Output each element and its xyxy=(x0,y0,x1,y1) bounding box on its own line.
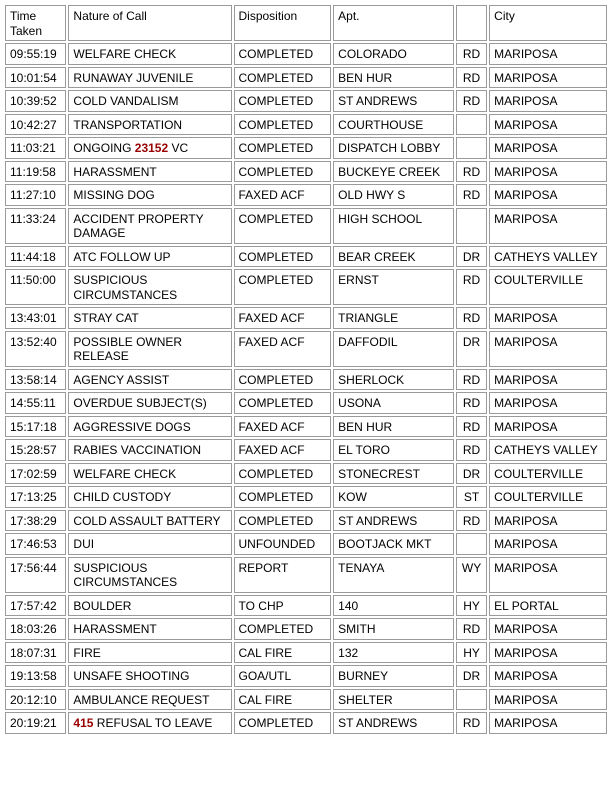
apt-cell: SHERLOCK xyxy=(333,369,454,391)
nature-of-call-cell xyxy=(68,595,231,617)
call-nature: MISSING DOG xyxy=(73,188,155,202)
table-row xyxy=(5,269,607,305)
apt-cell: BOOTJACK MKT xyxy=(333,533,454,555)
disposition-cell: COMPLETED xyxy=(234,618,332,640)
table-row xyxy=(5,114,607,136)
street-type-cell: RD xyxy=(456,90,487,112)
table-row xyxy=(5,463,607,485)
disposition-cell: COMPLETED xyxy=(234,269,332,305)
call-nature: COLD ASSAULT BATTERY xyxy=(73,513,221,528)
street-type-cell: DR xyxy=(456,246,487,268)
nature-of-call-cell xyxy=(68,533,231,555)
time-taken-cell: 17:02:59 xyxy=(5,463,66,485)
nature-of-call-cell xyxy=(68,416,231,438)
disposition-cell: FAXED ACF xyxy=(234,439,332,461)
call-nature: COLD VANDALISM xyxy=(73,94,179,108)
street-type-cell xyxy=(456,137,487,159)
call-nature: HARASSMENT xyxy=(73,622,157,636)
street-type-cell: RD xyxy=(456,67,487,89)
time-taken-cell: 11:03:21 xyxy=(5,137,66,159)
table-row xyxy=(5,486,607,508)
disposition-cell: COMPLETED xyxy=(234,43,332,65)
apt-cell: ST ANDREWS xyxy=(333,712,454,734)
street-type-cell xyxy=(456,208,487,244)
city-cell: MARIPOSA xyxy=(489,90,607,112)
street-type-cell: RD xyxy=(456,269,487,305)
apt-cell: KOW xyxy=(333,486,454,508)
apt-cell: ST ANDREWS xyxy=(333,510,454,532)
table-row xyxy=(5,161,607,183)
city-cell: MARIPOSA xyxy=(489,533,607,555)
time-taken-cell: 10:01:54 xyxy=(5,67,66,89)
street-type-cell xyxy=(456,689,487,711)
city-cell: MARIPOSA xyxy=(489,510,607,532)
call-nature: ACCIDENT PROPERTY DAMAGE xyxy=(73,211,204,240)
table-row xyxy=(5,208,607,244)
table-row xyxy=(5,369,607,391)
time-taken-cell: 09:55:19 xyxy=(5,43,66,65)
nature-of-call-cell xyxy=(68,689,231,711)
city-cell: MARIPOSA xyxy=(489,689,607,711)
table-row xyxy=(5,642,607,664)
time-taken-cell: 18:07:31 xyxy=(5,642,66,664)
disposition-cell: COMPLETED xyxy=(234,712,332,734)
time-taken-header: Time Taken xyxy=(5,5,66,41)
nature-of-call-cell xyxy=(68,90,231,112)
disposition-header: Disposition xyxy=(234,5,332,41)
nature-of-call-cell xyxy=(68,369,231,391)
city-cell: MARIPOSA xyxy=(489,642,607,664)
apt-cell: BEN HUR xyxy=(333,67,454,89)
disposition-cell: CAL FIRE xyxy=(234,642,332,664)
disposition-cell: COMPLETED xyxy=(234,114,332,136)
header-row xyxy=(5,5,607,41)
call-nature: CHILD CUSTODY xyxy=(73,490,172,504)
nature-of-call-cell xyxy=(68,43,231,65)
nature-of-call-cell xyxy=(68,269,231,305)
table-row xyxy=(5,533,607,555)
apt-cell: BEN HUR xyxy=(333,416,454,438)
call-nature: OVERDUE SUBJECT(S) xyxy=(73,396,207,410)
nature-of-call-cell xyxy=(68,161,231,183)
street-type-cell: RD xyxy=(456,712,487,734)
time-taken-cell: 17:56:44 xyxy=(5,557,66,593)
city-cell: EL PORTAL xyxy=(489,595,607,617)
apt-cell: TENAYA xyxy=(333,557,454,593)
call-nature: REFUSAL TO LEAVE xyxy=(96,716,213,730)
disposition-cell: CAL FIRE xyxy=(234,689,332,711)
time-taken-cell: 13:43:01 xyxy=(5,307,66,329)
disposition-cell: COMPLETED xyxy=(234,510,332,532)
call-nature: TRANSPORTATION xyxy=(73,117,183,132)
city-cell: MARIPOSA xyxy=(489,392,607,414)
disposition-cell: COMPLETED xyxy=(234,369,332,391)
time-taken-cell: 18:03:26 xyxy=(5,618,66,640)
call-nature: WELFARE CHECK xyxy=(73,47,177,61)
disposition-cell: COMPLETED xyxy=(234,246,332,268)
table-row xyxy=(5,439,607,461)
time-taken-cell: 17:46:53 xyxy=(5,533,66,555)
apt-header: Apt. xyxy=(333,5,454,41)
table-row xyxy=(5,43,607,65)
time-taken-cell: 20:19:21 xyxy=(5,712,66,734)
call-nature: BOULDER xyxy=(73,598,132,613)
disposition-cell: FAXED ACF xyxy=(234,331,332,367)
time-taken-cell: 17:57:42 xyxy=(5,595,66,617)
time-taken-cell: 20:12:10 xyxy=(5,689,66,711)
apt-cell: SMITH xyxy=(333,618,454,640)
table-row xyxy=(5,307,607,329)
nature-of-call-cell xyxy=(68,331,231,367)
nature-of-call-header: Nature of Call xyxy=(68,5,231,41)
call-nature: DUI xyxy=(73,537,95,551)
call-nature: ONGOING xyxy=(73,141,132,155)
call-nature: POSSIBLE OWNER RELEASE xyxy=(73,334,183,363)
disposition-cell: COMPLETED xyxy=(234,90,332,112)
city-cell: MARIPOSA xyxy=(489,307,607,329)
nature-of-call-cell xyxy=(68,463,231,485)
city-cell: MARIPOSA xyxy=(489,161,607,183)
table-row xyxy=(5,90,607,112)
nature-of-call-cell xyxy=(68,439,231,461)
table-row xyxy=(5,689,607,711)
street-type-cell: RD xyxy=(456,161,487,183)
nature-of-call-cell xyxy=(68,208,231,244)
street-type-cell: RD xyxy=(456,510,487,532)
apt-cell: COURTHOUSE xyxy=(333,114,454,136)
time-taken-cell: 13:52:40 xyxy=(5,331,66,367)
city-cell: MARIPOSA xyxy=(489,416,607,438)
time-taken-cell: 11:33:24 xyxy=(5,208,66,244)
table-row xyxy=(5,595,607,617)
table-row xyxy=(5,392,607,414)
time-taken-cell: 11:44:18 xyxy=(5,246,66,268)
apt-cell: SHELTER xyxy=(333,689,454,711)
street-type-cell: RD xyxy=(456,392,487,414)
city-cell: MARIPOSA xyxy=(489,618,607,640)
apt-cell: BUCKEYE CREEK xyxy=(333,161,454,183)
disposition-cell: GOA/UTL xyxy=(234,665,332,687)
table-row xyxy=(5,137,607,159)
call-nature: STRAY CAT xyxy=(73,311,139,325)
time-taken-cell: 14:55:11 xyxy=(5,392,66,414)
city-cell: MARIPOSA xyxy=(489,67,607,89)
call-nature: AGGRESSIVE DOGS xyxy=(73,419,191,434)
city-cell: MARIPOSA xyxy=(489,712,607,734)
disposition-cell: FAXED ACF xyxy=(234,184,332,206)
disposition-cell: REPORT xyxy=(234,557,332,593)
city-cell: MARIPOSA xyxy=(489,369,607,391)
call-nature-suffix: VC xyxy=(171,141,189,155)
apt-cell: ST ANDREWS xyxy=(333,90,454,112)
time-taken-cell: 11:19:58 xyxy=(5,161,66,183)
street-type-cell: ST xyxy=(456,486,487,508)
street-type-cell: RD xyxy=(456,618,487,640)
city-cell: MARIPOSA xyxy=(489,43,607,65)
call-nature: WELFARE CHECK xyxy=(73,466,177,481)
city-cell: CATHEYS VALLEY xyxy=(489,246,607,268)
table-row xyxy=(5,184,607,206)
street-type-cell: DR xyxy=(456,665,487,687)
nature-of-call-cell xyxy=(68,184,231,206)
call-nature: SUSPICIOUS CIRCUMSTANCES xyxy=(73,560,178,589)
disposition-cell: TO CHP xyxy=(234,595,332,617)
call-nature: HARASSMENT xyxy=(73,164,157,179)
table-row xyxy=(5,618,607,640)
table-row xyxy=(5,67,607,89)
table-row xyxy=(5,416,607,438)
apt-cell: COLORADO xyxy=(333,43,454,65)
street-type-cell: RD xyxy=(456,439,487,461)
nature-of-call-cell xyxy=(68,307,231,329)
street-type-cell: RD xyxy=(456,307,487,329)
disposition-cell: COMPLETED xyxy=(234,137,332,159)
apt-cell: ERNST xyxy=(333,269,454,305)
call-nature: AMBULANCE REQUEST xyxy=(73,692,210,707)
nature-of-call-cell xyxy=(68,246,231,268)
city-cell: MARIPOSA xyxy=(489,114,607,136)
apt-cell: EL TORO xyxy=(333,439,454,461)
disposition-cell: COMPLETED xyxy=(234,161,332,183)
nature-of-call-cell xyxy=(68,642,231,664)
time-taken-cell: 10:42:27 xyxy=(5,114,66,136)
city-cell: MARIPOSA xyxy=(489,137,607,159)
call-nature: RUNAWAY JUVENILE xyxy=(73,70,194,85)
street-type-cell: DR xyxy=(456,331,487,367)
nature-of-call-cell xyxy=(68,665,231,687)
call-nature: AGENCY ASSIST xyxy=(73,372,170,387)
time-taken-cell: 19:13:58 xyxy=(5,665,66,687)
call-log-body xyxy=(5,43,607,734)
nature-of-call-cell xyxy=(68,114,231,136)
apt-cell: OLD HWY S xyxy=(333,184,454,206)
city-cell: MARIPOSA xyxy=(489,208,607,244)
street-type-cell: WY xyxy=(456,557,487,593)
call-log-table xyxy=(3,3,609,736)
street-type-cell xyxy=(456,114,487,136)
time-taken-cell: 17:13:25 xyxy=(5,486,66,508)
disposition-cell: COMPLETED xyxy=(234,67,332,89)
time-taken-cell: 13:58:14 xyxy=(5,369,66,391)
nature-of-call-cell xyxy=(68,137,231,159)
street-type-cell: HY xyxy=(456,595,487,617)
call-nature: FIRE xyxy=(73,645,101,660)
apt-cell: BURNEY xyxy=(333,665,454,687)
nature-of-call-cell xyxy=(68,486,231,508)
street-type-cell: RD xyxy=(456,416,487,438)
apt-cell: STONECREST xyxy=(333,463,454,485)
apt-cell: DISPATCH LOBBY xyxy=(333,137,454,159)
table-row xyxy=(5,246,607,268)
nature-of-call-cell xyxy=(68,67,231,89)
disposition-cell: FAXED ACF xyxy=(234,416,332,438)
street-type-cell: DR xyxy=(456,463,487,485)
disposition-cell: COMPLETED xyxy=(234,392,332,414)
call-nature: RABIES VACCINATION xyxy=(73,443,201,457)
time-taken-cell: 11:27:10 xyxy=(5,184,66,206)
disposition-cell: COMPLETED xyxy=(234,463,332,485)
street-type-cell: RD xyxy=(456,184,487,206)
city-cell: MARIPOSA xyxy=(489,184,607,206)
table-row xyxy=(5,510,607,532)
call-code: 23152 xyxy=(134,141,169,155)
city-header: City xyxy=(489,5,607,41)
city-cell: COULTERVILLE xyxy=(489,486,607,508)
city-cell: COULTERVILLE xyxy=(489,269,607,305)
nature-of-call-cell xyxy=(68,557,231,593)
apt-cell: 132 xyxy=(333,642,454,664)
table-row xyxy=(5,331,607,367)
call-code: 415 xyxy=(73,716,94,730)
disposition-cell: COMPLETED xyxy=(234,486,332,508)
call-nature: ATC FOLLOW UP xyxy=(73,249,171,264)
apt-cell: HIGH SCHOOL xyxy=(333,208,454,244)
call-nature: SUSPICIOUS CIRCUMSTANCES xyxy=(73,273,178,302)
nature-of-call-cell xyxy=(68,392,231,414)
table-row xyxy=(5,557,607,593)
city-cell: MARIPOSA xyxy=(489,557,607,593)
time-taken-cell: 11:50:00 xyxy=(5,269,66,305)
disposition-cell: UNFOUNDED xyxy=(234,533,332,555)
street-type-cell xyxy=(456,533,487,555)
disposition-cell: COMPLETED xyxy=(234,208,332,244)
time-taken-cell: 17:38:29 xyxy=(5,510,66,532)
apt-cell: TRIANGLE xyxy=(333,307,454,329)
time-taken-cell: 10:39:52 xyxy=(5,90,66,112)
city-cell: COULTERVILLE xyxy=(489,463,607,485)
nature-of-call-cell xyxy=(68,618,231,640)
table-row xyxy=(5,665,607,687)
street-type-header xyxy=(456,5,487,41)
disposition-cell: FAXED ACF xyxy=(234,307,332,329)
street-type-cell: HY xyxy=(456,642,487,664)
apt-cell: 140 xyxy=(333,595,454,617)
nature-of-call-cell xyxy=(68,510,231,532)
call-nature: UNSAFE SHOOTING xyxy=(73,669,190,683)
apt-cell: BEAR CREEK xyxy=(333,246,454,268)
city-cell: MARIPOSA xyxy=(489,665,607,687)
table-row xyxy=(5,712,607,734)
street-type-cell: RD xyxy=(456,369,487,391)
apt-cell: USONA xyxy=(333,392,454,414)
apt-cell: DAFFODIL xyxy=(333,331,454,367)
nature-of-call-cell xyxy=(68,712,231,734)
time-taken-cell: 15:28:57 xyxy=(5,439,66,461)
street-type-cell: RD xyxy=(456,43,487,65)
city-cell: CATHEYS VALLEY xyxy=(489,439,607,461)
time-taken-cell: 15:17:18 xyxy=(5,416,66,438)
city-cell: MARIPOSA xyxy=(489,331,607,367)
